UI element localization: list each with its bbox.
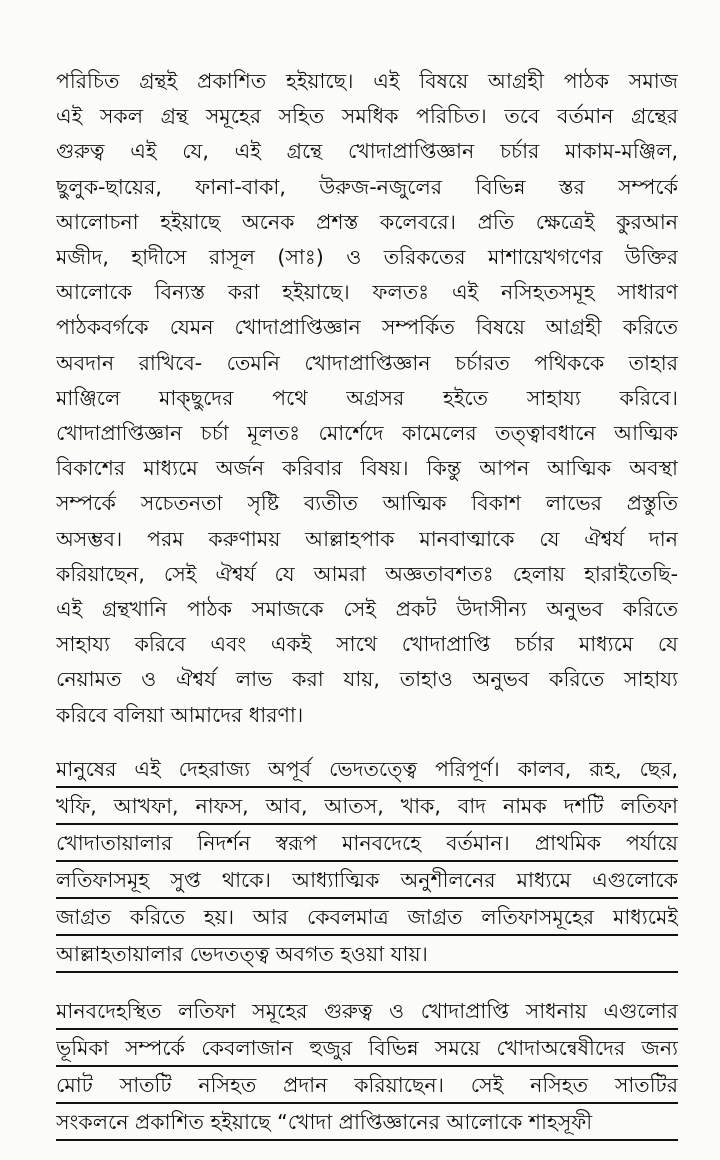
text-line: করিবে বলিয়া আমাদের ধারণা। <box>56 702 304 727</box>
text-line: এই সকল গ্রন্থ সমূহের সহিত সমধিক পরিচিত। তবে বর্তমান গ্রন্থের <box>56 104 678 129</box>
paragraph-spacer <box>56 975 678 995</box>
text-line: আল্লাহতায়ালার ভেদতত্ত্ব অবগত হওয়া যায়। <box>56 938 678 973</box>
text-line: সম্পর্কে সচেতনতা সৃষ্টি ব্যতীত আত্মিক বিকাশ লাভের প্রস্তুতি <box>56 491 678 516</box>
text-line: পাঠকবর্গকে যেমন খোদাপ্রাপ্তিজ্ঞান সম্পর্কিত বিষয়ে আগ্রহী করিতে <box>56 315 678 340</box>
text-line: সাহায্য করিবে এবং একই সাথে খোদাপ্রাপ্তি চর্চার মাধ্যমে যে <box>56 632 678 657</box>
text-line: মাঞ্জিলে মাক্ছুদের পথে অগ্রসর হইতে সাহায্য করিবে। <box>56 385 678 410</box>
text-line: এই গ্রন্থখানি পাঠক সমাজকে সেই প্রকট উদাসীন্য অনুভব করিতে <box>56 597 678 622</box>
text-line: খফি, আখফা, নাফস, আব, আতস, খাক, বাদ নামক দশটি লতিফা <box>56 790 678 825</box>
text-line: লতিফাসমূহ সুপ্ত থাকে। আধ্যাত্মিক অনুশীলনের মাধ্যমে এগুলোকে <box>56 864 678 899</box>
text-line: বিকাশের মাধ্যমে অর্জন করিবার বিষয়। কিন্তু আপন আত্মিক অবস্থা <box>56 456 678 481</box>
text-line: মজীদ, হাদীসে রাসূল (সাঃ) ও তরিকতের মাশায়েখগণের উক্তির <box>56 245 678 270</box>
text-line: খোদাপ্রাপ্তিজ্ঞান চর্চা মূলতঃ মোর্শেদে কামেলের তত্ত্বাবধানে আত্মিক <box>56 421 678 446</box>
paragraph-spacer <box>56 733 678 753</box>
text-line: আলোকে বিন্যস্ত করা হইয়াছে। ফলতঃ এই নসিহতসমূহ সাধারণ <box>56 280 678 305</box>
text-line: খোদাতায়ালার নিদর্শন স্বরূপ মানবদেহে বর্তমান। প্রাথমিক পর্যায়ে <box>56 827 678 862</box>
text-line: নেয়ামত ও ঐশ্বর্য লাভ করা যায়, তাহাও অনুভব করিতে সাহায্য <box>56 667 678 692</box>
text-line: ভূমিকা সম্পর্কে কেবলাজান হুজুর বিভিন্ন সময়ে খোদাঅন্বেষীদের জন্য <box>56 1032 678 1067</box>
text-line: মোট সাতটি নসিহত প্রদান করিয়াছেন। সেই নসিহত সাতটির <box>56 1069 678 1104</box>
text-line: সংকলনে প্রকাশিত হইয়াছে “খোদা প্রাপ্তিজ্ঞানের আলোকে শাহসূফী <box>56 1106 678 1141</box>
paragraph-intro <box>56 64 678 733</box>
paragraph-nasihat <box>56 995 678 1141</box>
paragraph-lotifa <box>56 753 678 973</box>
text-line: পরিচিত গ্রন্থই প্রকাশিত হইয়াছে। এই বিষয়ে আগ্রহী পাঠক সমাজ <box>56 69 678 93</box>
text-line: জাগ্রত করিতে হয়। আর কেবলমাত্র জাগ্রত লতিফাসমূহের মাধ্যমেই <box>56 901 678 936</box>
text-line: ছুলুক-ছায়ের, ফানা-বাকা, উরুজ-নজুলের বিভিন্ন স্তর সম্পর্কে <box>56 174 678 199</box>
text-line: করিয়াছেন, সেই ঐশ্বর্য যে আমরা অজ্ঞতাবশতঃ হেলায় হারাইতেছি- <box>56 561 678 586</box>
text-line: গুরুত্ব এই যে, এই গ্রন্থে খোদাপ্রাপ্তিজ্ঞান চর্চার মাকাম-মঞ্জিল, <box>56 139 678 164</box>
text-line: মানবদেহস্থিত লতিফা সমূহের গুরুত্ব ও খোদাপ্রাপ্তি সাধনায় এগুলোর <box>56 995 678 1030</box>
text-line: অবদান রাখিবে- তেমনি খোদাপ্রাপ্তিজ্ঞান চর্চারত পথিককে তাহার <box>56 350 678 375</box>
text-line: আলোচনা হইয়াছে অনেক প্রশস্ত কলেবরে। প্রতি ক্ষেত্রেই কুরআন <box>56 209 678 234</box>
text-line: মানুষের এই দেহরাজ্য অপূর্ব ভেদতত্ত্বে পরিপূর্ণ। কালব, রূহ, ছের, <box>56 753 678 788</box>
text-line: অসম্ভব। পরম করুণাময় আল্লাহপাক মানবাত্মাকে যে ঐশ্বর্য দান <box>56 526 678 551</box>
